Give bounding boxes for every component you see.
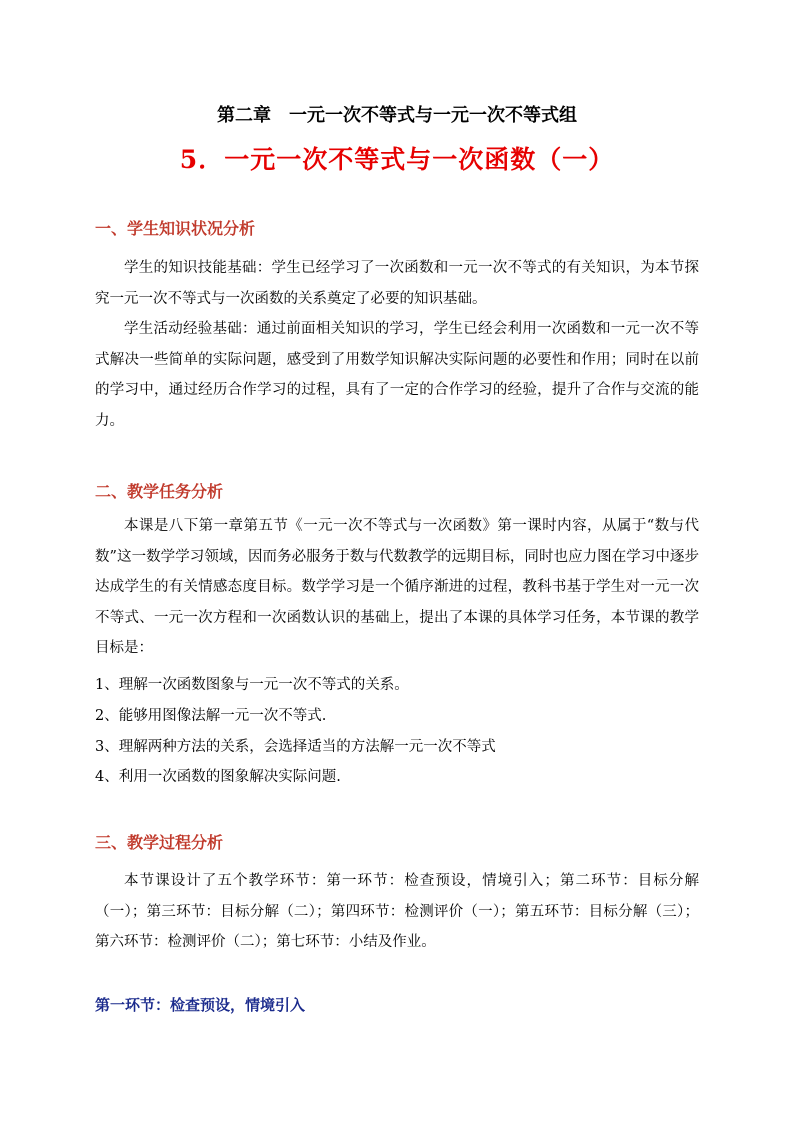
section-heading-student-analysis: 一、学生知识状况分析 bbox=[95, 219, 256, 238]
objective-item-2: 2、能够用图像法解一元一次不等式. bbox=[95, 708, 327, 724]
objective-item-3: 3、理解两种方法的关系，会选择适当的方法解一元一次不等式 bbox=[95, 739, 496, 755]
paragraph-activity-experience: 学生活动经验基础：通过前面相关知识的学习，学生已经会利用一次函数和一元一次不等式解决一些简单的实际问题，感受到了用数学知识解决实际问题的必要性和作用；同时在以前的学习中，通过经历合作学习的过程，具有了一定的合作学习的经验，提升了合作与交流的能力。 bbox=[95, 321, 699, 429]
objective-item-1: 1、理解一次函数图象与一元一次不等式的关系。 bbox=[95, 677, 409, 693]
lesson-title: 5．一元一次不等式与一次函数（一） bbox=[179, 145, 615, 174]
section-heading-task-analysis: 二、教学任务分析 bbox=[95, 482, 224, 501]
objective-item-4: 4、利用一次函数的图象解决实际问题. bbox=[95, 769, 341, 785]
paragraph-process-overview: 本节课设计了五个教学环节：第一环节：检查预设，情境引入；第二环节：目标分解（一）；第三环节：目标分解（二）；第四环节：检测评价（一）；第五环节：目标分解（三）；第六环节：检测评价（二）；第七环节：小结及作业。 bbox=[95, 873, 699, 950]
subheading-step-one: 第一环节：检查预设，情境引入 bbox=[95, 996, 306, 1014]
paragraph-knowledge-base: 学生的知识技能基础：学生已经学习了一次函数和一元一次不等式的有关知识，为本节探究一元一次不等式与一次函数的关系奠定了必要的知识基础。 bbox=[95, 260, 699, 307]
chapter-title: 第二章 一元一次不等式与一元一次不等式组 bbox=[217, 105, 577, 126]
paragraph-task-description: 本课是八下第一章第五节《一元一次不等式与一次函数》第一课时内容，从属于“数与代数”这一数学学习领域，因而务必服务于数与代数教学的远期目标，同时也应力图在学习中逐步达成学生的有关情感态度目标。数学学习是一个循序渐进的过程，教科书基于学生对一元一次不等式、一元一次方程和一次函数认识的基础上，提出了本课的具体学习任务，本节课的教学目标是： bbox=[95, 518, 699, 656]
section-heading-process-analysis: 三、教学过程分析 bbox=[95, 833, 224, 852]
